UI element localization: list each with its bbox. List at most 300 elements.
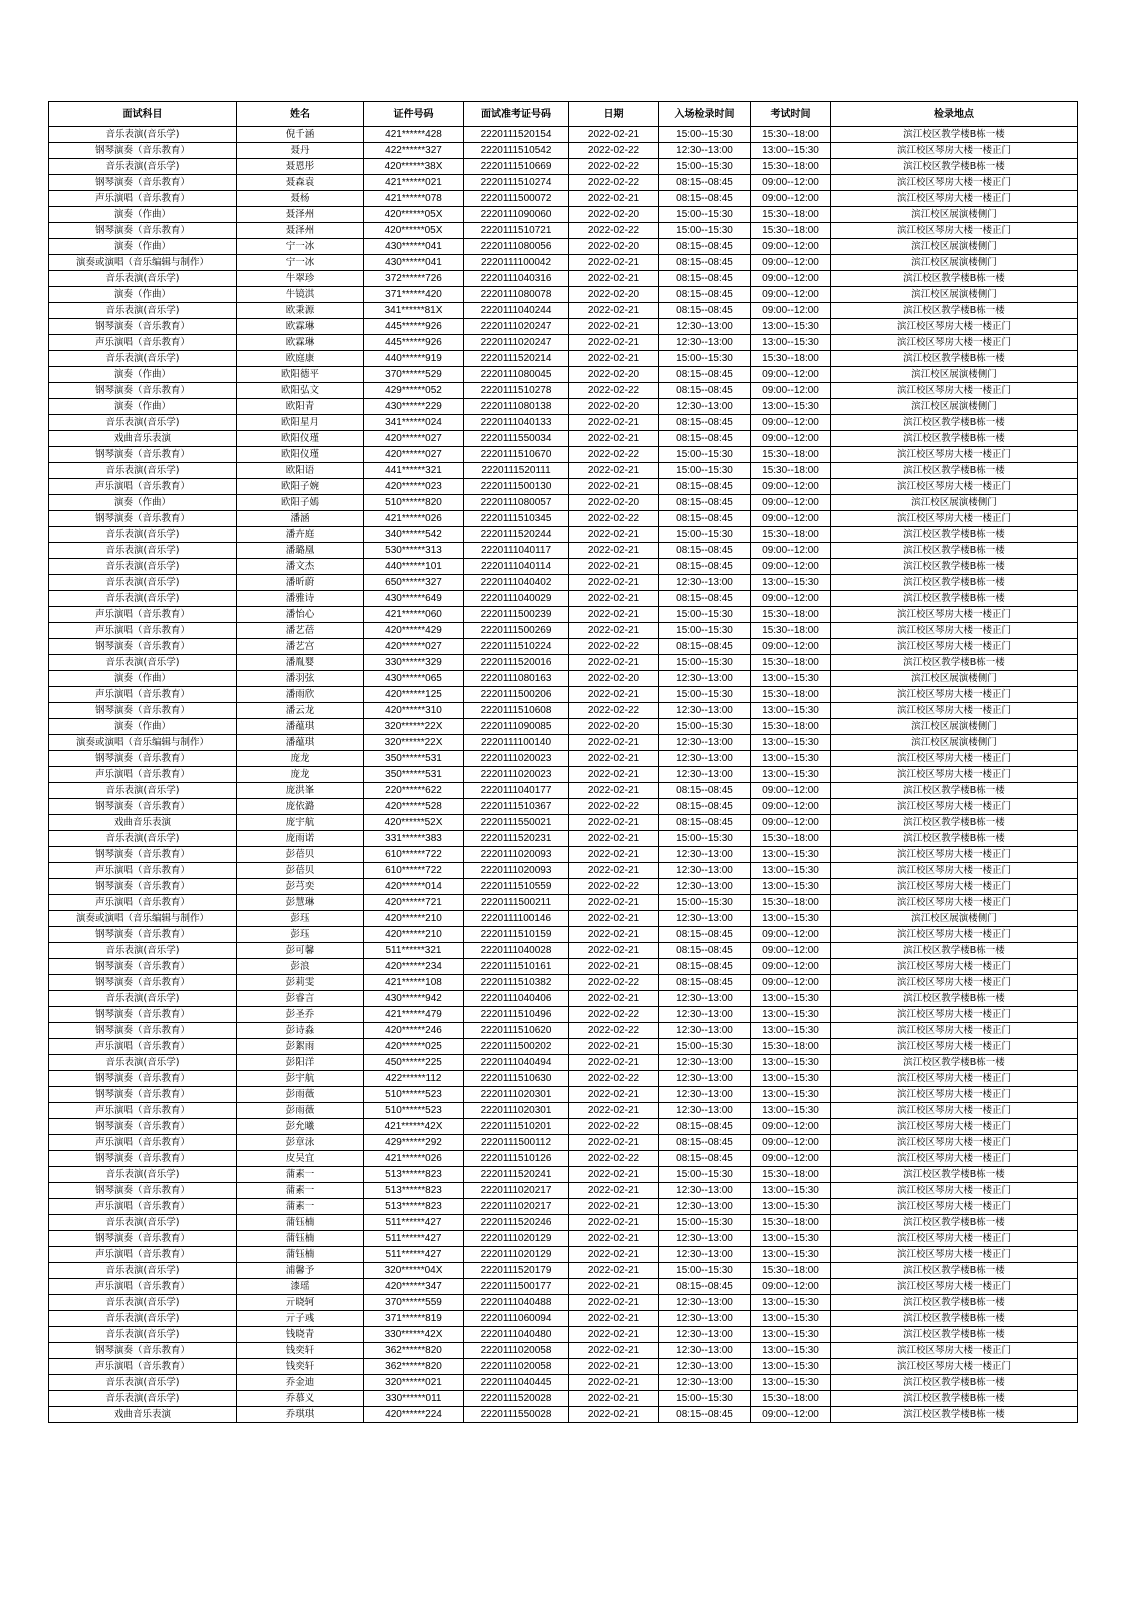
- table-row: [49, 1183, 1078, 1199]
- cell-date: 2022-02-21: [569, 191, 659, 207]
- cell-admission-number: 2220111510345: [464, 511, 569, 527]
- cell-name: 宁一冰: [237, 255, 364, 271]
- cell-name: 欧阳星月: [237, 415, 364, 431]
- cell-location: 滨江校区琴房大楼一楼正门: [831, 1039, 1078, 1055]
- cell-exam-time: 13:00--15:30: [751, 847, 831, 863]
- cell-name: 欧秉源: [237, 303, 364, 319]
- cell-date: 2022-02-21: [569, 351, 659, 367]
- cell-checkin-time: 12:30--13:00: [659, 1087, 751, 1103]
- table-row: [49, 1023, 1078, 1039]
- cell-admission-number: 2220111080163: [464, 671, 569, 687]
- cell-exam-time: 13:00--15:30: [751, 1055, 831, 1071]
- cell-exam-time: 09:00--12:00: [751, 287, 831, 303]
- cell-location: 滨江校区展演楼侧门: [831, 399, 1078, 415]
- cell-location: 滨江校区琴房大楼一楼正门: [831, 847, 1078, 863]
- cell-id-number: 441******321: [364, 463, 464, 479]
- cell-checkin-time: 08:15--08:45: [659, 271, 751, 287]
- cell-location: 滨江校区展演楼侧门: [831, 671, 1078, 687]
- cell-location: 滨江校区琴房大楼一楼正门: [831, 975, 1078, 991]
- cell-checkin-time: 15:00--15:30: [659, 1039, 751, 1055]
- cell-id-number: 513******823: [364, 1167, 464, 1183]
- cell-checkin-time: 12:30--13:00: [659, 1055, 751, 1071]
- cell-subject: 音乐表演(音乐学): [49, 303, 237, 319]
- cell-id-number: 511******427: [364, 1215, 464, 1231]
- cell-date: 2022-02-22: [569, 639, 659, 655]
- cell-name: 聂丹: [237, 143, 364, 159]
- cell-checkin-time: 15:00--15:30: [659, 623, 751, 639]
- column-header-checkin-time: 入场检录时间: [659, 102, 751, 127]
- cell-date: 2022-02-21: [569, 607, 659, 623]
- cell-subject: 钢琴演奏（音乐教育）: [49, 1343, 237, 1359]
- cell-id-number: 510******523: [364, 1087, 464, 1103]
- cell-location: 滨江校区教学楼B栋一楼: [831, 655, 1078, 671]
- cell-checkin-time: 08:15--08:45: [659, 367, 751, 383]
- cell-date: 2022-02-21: [569, 767, 659, 783]
- cell-exam-time: 13:00--15:30: [751, 911, 831, 927]
- cell-name: 欧阳子婉: [237, 479, 364, 495]
- cell-name: 欧庭康: [237, 351, 364, 367]
- cell-id-number: 421******078: [364, 191, 464, 207]
- cell-date: 2022-02-21: [569, 1167, 659, 1183]
- table-row: [49, 303, 1078, 319]
- cell-location: 滨江校区琴房大楼一楼正门: [831, 687, 1078, 703]
- cell-location: 滨江校区琴房大楼一楼正门: [831, 1135, 1078, 1151]
- cell-checkin-time: 15:00--15:30: [659, 1391, 751, 1407]
- cell-date: 2022-02-21: [569, 479, 659, 495]
- cell-subject: 钢琴演奏（音乐教育）: [49, 383, 237, 399]
- cell-location: 滨江校区教学楼B栋一楼: [831, 1295, 1078, 1311]
- cell-id-number: 422******112: [364, 1071, 464, 1087]
- table-row: [49, 399, 1078, 415]
- cell-admission-number: 2220111500206: [464, 687, 569, 703]
- cell-checkin-time: 12:30--13:00: [659, 991, 751, 1007]
- cell-admission-number: 2220111020217: [464, 1199, 569, 1215]
- cell-subject: 音乐表演(音乐学): [49, 543, 237, 559]
- cell-date: 2022-02-21: [569, 1343, 659, 1359]
- cell-checkin-time: 12:30--13:00: [659, 1183, 751, 1199]
- table-row: [49, 1263, 1078, 1279]
- cell-checkin-time: 08:15--08:45: [659, 431, 751, 447]
- cell-admission-number: 2220111040402: [464, 575, 569, 591]
- cell-date: 2022-02-22: [569, 1151, 659, 1167]
- cell-checkin-time: 12:30--13:00: [659, 1359, 751, 1375]
- cell-exam-time: 13:00--15:30: [751, 751, 831, 767]
- cell-checkin-time: 12:30--13:00: [659, 1103, 751, 1119]
- table-row: [49, 1311, 1078, 1327]
- cell-id-number: 421******026: [364, 1151, 464, 1167]
- cell-admission-number: 2220111040114: [464, 559, 569, 575]
- cell-date: 2022-02-21: [569, 783, 659, 799]
- cell-admission-number: 2220111100140: [464, 735, 569, 751]
- cell-admission-number: 2220111510126: [464, 1151, 569, 1167]
- table-row: [49, 703, 1078, 719]
- cell-id-number: 430******041: [364, 239, 464, 255]
- cell-name: 聂恩彤: [237, 159, 364, 175]
- cell-location: 滨江校区琴房大楼一楼正门: [831, 143, 1078, 159]
- cell-subject: 声乐演唱（音乐教育）: [49, 1103, 237, 1119]
- cell-admission-number: 2220111040445: [464, 1375, 569, 1391]
- cell-subject: 音乐表演(音乐学): [49, 1391, 237, 1407]
- cell-date: 2022-02-21: [569, 1279, 659, 1295]
- cell-checkin-time: 08:15--08:45: [659, 287, 751, 303]
- table-row: [49, 1087, 1078, 1103]
- cell-location: 滨江校区教学楼B栋一楼: [831, 831, 1078, 847]
- cell-admission-number: 2220111510670: [464, 447, 569, 463]
- table-row: [49, 351, 1078, 367]
- cell-subject: 音乐表演(音乐学): [49, 591, 237, 607]
- cell-checkin-time: 08:15--08:45: [659, 479, 751, 495]
- cell-date: 2022-02-21: [569, 687, 659, 703]
- cell-subject: 钢琴演奏（音乐教育）: [49, 143, 237, 159]
- cell-subject: 音乐表演(音乐学): [49, 527, 237, 543]
- cell-exam-time: 15:30--18:00: [751, 127, 831, 143]
- cell-name: 皮吴宜: [237, 1151, 364, 1167]
- cell-subject: 音乐表演(音乐学): [49, 1167, 237, 1183]
- cell-exam-time: 13:00--15:30: [751, 1071, 831, 1087]
- table-row: [49, 911, 1078, 927]
- cell-date: 2022-02-22: [569, 175, 659, 191]
- cell-name: 潘涵: [237, 511, 364, 527]
- cell-id-number: 371******819: [364, 1311, 464, 1327]
- cell-date: 2022-02-20: [569, 287, 659, 303]
- cell-id-number: 372******726: [364, 271, 464, 287]
- cell-date: 2022-02-21: [569, 527, 659, 543]
- cell-name: 彭诗淼: [237, 1023, 364, 1039]
- table-row: [49, 143, 1078, 159]
- table-row: [49, 895, 1078, 911]
- cell-date: 2022-02-20: [569, 239, 659, 255]
- cell-name: 欧阳青: [237, 399, 364, 415]
- cell-location: 滨江校区琴房大楼一楼正门: [831, 1247, 1078, 1263]
- table-row: [49, 1199, 1078, 1215]
- cell-admission-number: 2220111020058: [464, 1359, 569, 1375]
- cell-checkin-time: 08:15--08:45: [659, 591, 751, 607]
- cell-exam-time: 09:00--12:00: [751, 415, 831, 431]
- table-row: [49, 239, 1078, 255]
- cell-date: 2022-02-21: [569, 943, 659, 959]
- cell-exam-time: 13:00--15:30: [751, 319, 831, 335]
- cell-admission-number: 2220111090085: [464, 719, 569, 735]
- cell-admission-number: 2220111080056: [464, 239, 569, 255]
- cell-subject: 演奏（作曲）: [49, 399, 237, 415]
- cell-id-number: 420******52X: [364, 815, 464, 831]
- cell-checkin-time: 08:15--08:45: [659, 1119, 751, 1135]
- cell-exam-time: 09:00--12:00: [751, 175, 831, 191]
- cell-admission-number: 2220111500202: [464, 1039, 569, 1055]
- cell-location: 滨江校区琴房大楼一楼正门: [831, 879, 1078, 895]
- cell-checkin-time: 08:15--08:45: [659, 799, 751, 815]
- cell-exam-time: 13:00--15:30: [751, 1023, 831, 1039]
- cell-checkin-time: 12:30--13:00: [659, 703, 751, 719]
- cell-id-number: 341******81X: [364, 303, 464, 319]
- table-row: [49, 367, 1078, 383]
- cell-exam-time: 13:00--15:30: [751, 1103, 831, 1119]
- cell-subject: 声乐演唱（音乐教育）: [49, 623, 237, 639]
- cell-subject: 声乐演唱（音乐教育）: [49, 335, 237, 351]
- cell-admission-number: 2220111040488: [464, 1295, 569, 1311]
- cell-checkin-time: 15:00--15:30: [659, 1215, 751, 1231]
- cell-date: 2022-02-22: [569, 143, 659, 159]
- table-row: [49, 447, 1078, 463]
- cell-checkin-time: 15:00--15:30: [659, 223, 751, 239]
- cell-date: 2022-02-21: [569, 655, 659, 671]
- cell-date: 2022-02-21: [569, 1055, 659, 1071]
- cell-location: 滨江校区展演楼侧门: [831, 207, 1078, 223]
- cell-exam-time: 15:30--18:00: [751, 895, 831, 911]
- table-row: [49, 735, 1078, 751]
- cell-id-number: 420******05X: [364, 223, 464, 239]
- table-row: [49, 959, 1078, 975]
- cell-subject: 音乐表演(音乐学): [49, 1215, 237, 1231]
- cell-date: 2022-02-20: [569, 367, 659, 383]
- cell-subject: 声乐演唱（音乐教育）: [49, 1359, 237, 1375]
- cell-name: 聂森袁: [237, 175, 364, 191]
- cell-id-number: 422******327: [364, 143, 464, 159]
- cell-exam-time: 09:00--12:00: [751, 799, 831, 815]
- cell-name: 庞宇航: [237, 815, 364, 831]
- cell-admission-number: 2220111520028: [464, 1391, 569, 1407]
- cell-location: 滨江校区教学楼B栋一楼: [831, 351, 1078, 367]
- cell-subject: 演奏或演唱（音乐编辑与制作）: [49, 735, 237, 751]
- cell-checkin-time: 15:00--15:30: [659, 463, 751, 479]
- cell-subject: 音乐表演(音乐学): [49, 351, 237, 367]
- cell-admission-number: 2220111040244: [464, 303, 569, 319]
- cell-admission-number: 2220111020023: [464, 751, 569, 767]
- cell-name: 潘胤婴: [237, 655, 364, 671]
- cell-admission-number: 2220111510278: [464, 383, 569, 399]
- cell-location: 滨江校区琴房大楼一楼正门: [831, 1183, 1078, 1199]
- cell-admission-number: 2220111020093: [464, 863, 569, 879]
- cell-date: 2022-02-21: [569, 1231, 659, 1247]
- cell-location: 滨江校区琴房大楼一楼正门: [831, 1119, 1078, 1135]
- cell-admission-number: 2220111520246: [464, 1215, 569, 1231]
- cell-date: 2022-02-21: [569, 991, 659, 1007]
- cell-name: 欧阳德平: [237, 367, 364, 383]
- cell-exam-time: 09:00--12:00: [751, 495, 831, 511]
- column-header-name: 姓名: [237, 102, 364, 127]
- table-row: [49, 1151, 1078, 1167]
- cell-subject: 钢琴演奏（音乐教育）: [49, 1151, 237, 1167]
- cell-location: 滨江校区教学楼B栋一楼: [831, 943, 1078, 959]
- cell-name: 潘怡心: [237, 607, 364, 623]
- table-row: [49, 1407, 1078, 1423]
- cell-name: 彭珏: [237, 927, 364, 943]
- cell-date: 2022-02-21: [569, 1407, 659, 1423]
- table-row: [49, 1215, 1078, 1231]
- cell-date: 2022-02-21: [569, 335, 659, 351]
- cell-name: 蒲钰楠: [237, 1231, 364, 1247]
- table-row: [49, 159, 1078, 175]
- cell-location: 滨江校区展演楼侧门: [831, 911, 1078, 927]
- cell-subject: 钢琴演奏（音乐教育）: [49, 1007, 237, 1023]
- cell-admission-number: 2220111040028: [464, 943, 569, 959]
- cell-name: 潘羽弦: [237, 671, 364, 687]
- cell-exam-time: 09:00--12:00: [751, 639, 831, 655]
- cell-checkin-time: 12:30--13:00: [659, 1023, 751, 1039]
- cell-admission-number: 2220111550028: [464, 1407, 569, 1423]
- cell-exam-time: 13:00--15:30: [751, 399, 831, 415]
- cell-date: 2022-02-21: [569, 1039, 659, 1055]
- cell-date: 2022-02-21: [569, 831, 659, 847]
- cell-exam-time: 09:00--12:00: [751, 943, 831, 959]
- cell-exam-time: 09:00--12:00: [751, 431, 831, 447]
- cell-date: 2022-02-22: [569, 511, 659, 527]
- cell-id-number: 513******823: [364, 1183, 464, 1199]
- cell-name: 漆瑶: [237, 1279, 364, 1295]
- cell-name: 钱晓青: [237, 1327, 364, 1343]
- cell-date: 2022-02-21: [569, 1311, 659, 1327]
- cell-location: 滨江校区教学楼B栋一楼: [831, 543, 1078, 559]
- cell-date: 2022-02-21: [569, 959, 659, 975]
- cell-date: 2022-02-20: [569, 671, 659, 687]
- cell-date: 2022-02-21: [569, 255, 659, 271]
- cell-exam-time: 09:00--12:00: [751, 511, 831, 527]
- cell-id-number: 420******234: [364, 959, 464, 975]
- cell-date: 2022-02-21: [569, 575, 659, 591]
- cell-subject: 钢琴演奏（音乐教育）: [49, 1087, 237, 1103]
- table-row: [49, 767, 1078, 783]
- cell-checkin-time: 08:15--08:45: [659, 239, 751, 255]
- cell-id-number: 440******919: [364, 351, 464, 367]
- cell-name: 蒲钰楠: [237, 1247, 364, 1263]
- cell-checkin-time: 08:15--08:45: [659, 639, 751, 655]
- cell-exam-time: 09:00--12:00: [751, 303, 831, 319]
- cell-location: 滨江校区琴房大楼一楼正门: [831, 799, 1078, 815]
- cell-subject: 音乐表演(音乐学): [49, 271, 237, 287]
- cell-exam-time: 09:00--12:00: [751, 383, 831, 399]
- cell-name: 潘艺宫: [237, 639, 364, 655]
- cell-date: 2022-02-21: [569, 127, 659, 143]
- cell-exam-time: 09:00--12:00: [751, 367, 831, 383]
- cell-location: 滨江校区展演楼侧门: [831, 719, 1078, 735]
- cell-date: 2022-02-21: [569, 847, 659, 863]
- cell-exam-time: 13:00--15:30: [751, 1087, 831, 1103]
- table-row: [49, 575, 1078, 591]
- cell-date: 2022-02-22: [569, 1071, 659, 1087]
- cell-date: 2022-02-22: [569, 879, 659, 895]
- cell-subject: 钢琴演奏（音乐教育）: [49, 847, 237, 863]
- cell-exam-time: 09:00--12:00: [751, 815, 831, 831]
- cell-admission-number: 2220111040494: [464, 1055, 569, 1071]
- cell-location: 滨江校区展演楼侧门: [831, 495, 1078, 511]
- cell-name: 潘卉庭: [237, 527, 364, 543]
- cell-date: 2022-02-22: [569, 223, 659, 239]
- cell-id-number: 330******011: [364, 1391, 464, 1407]
- cell-exam-time: 13:00--15:30: [751, 879, 831, 895]
- cell-location: 滨江校区教学楼B栋一楼: [831, 527, 1078, 543]
- cell-location: 滨江校区教学楼B栋一楼: [831, 303, 1078, 319]
- cell-date: 2022-02-21: [569, 543, 659, 559]
- cell-name: 潘昕蔚: [237, 575, 364, 591]
- cell-subject: 钢琴演奏（音乐教育）: [49, 879, 237, 895]
- cell-location: 滨江校区教学楼B栋一楼: [831, 1375, 1078, 1391]
- cell-exam-time: 13:00--15:30: [751, 1327, 831, 1343]
- cell-location: 滨江校区琴房大楼一楼正门: [831, 1343, 1078, 1359]
- table-row: [49, 943, 1078, 959]
- cell-id-number: 610******722: [364, 863, 464, 879]
- cell-admission-number: 2220111040177: [464, 783, 569, 799]
- table-row: [49, 319, 1078, 335]
- cell-subject: 音乐表演(音乐学): [49, 831, 237, 847]
- cell-date: 2022-02-22: [569, 383, 659, 399]
- cell-exam-time: 15:30--18:00: [751, 1039, 831, 1055]
- cell-checkin-time: 08:15--08:45: [659, 783, 751, 799]
- cell-location: 滨江校区教学楼B栋一楼: [831, 1055, 1078, 1071]
- cell-checkin-time: 08:15--08:45: [659, 1279, 751, 1295]
- cell-id-number: 420******528: [364, 799, 464, 815]
- cell-admission-number: 2220111020129: [464, 1231, 569, 1247]
- cell-name: 潘云龙: [237, 703, 364, 719]
- cell-date: 2022-02-21: [569, 1199, 659, 1215]
- table-row: [49, 1295, 1078, 1311]
- cell-id-number: 430******649: [364, 591, 464, 607]
- cell-checkin-time: 08:15--08:45: [659, 511, 751, 527]
- cell-name: 彭莉雯: [237, 975, 364, 991]
- cell-id-number: 420******210: [364, 927, 464, 943]
- cell-location: 滨江校区教学楼B栋一楼: [831, 431, 1078, 447]
- cell-admission-number: 2220111500112: [464, 1135, 569, 1151]
- cell-date: 2022-02-21: [569, 1087, 659, 1103]
- cell-subject: 声乐演唱（音乐教育）: [49, 687, 237, 703]
- cell-subject: 声乐演唱（音乐教育）: [49, 191, 237, 207]
- cell-id-number: 430******041: [364, 255, 464, 271]
- cell-id-number: 220******622: [364, 783, 464, 799]
- cell-admission-number: 2220111520214: [464, 351, 569, 367]
- cell-exam-time: 15:30--18:00: [751, 447, 831, 463]
- cell-admission-number: 2220111520111: [464, 463, 569, 479]
- cell-checkin-time: 08:15--08:45: [659, 175, 751, 191]
- cell-exam-time: 15:30--18:00: [751, 463, 831, 479]
- cell-date: 2022-02-21: [569, 591, 659, 607]
- cell-id-number: 350******531: [364, 751, 464, 767]
- cell-name: 庞龙: [237, 767, 364, 783]
- cell-location: 滨江校区教学楼B栋一楼: [831, 415, 1078, 431]
- cell-checkin-time: 08:15--08:45: [659, 543, 751, 559]
- cell-exam-time: 09:00--12:00: [751, 927, 831, 943]
- cell-location: 滨江校区教学楼B栋一楼: [831, 1327, 1078, 1343]
- cell-name: 亓子彧: [237, 1311, 364, 1327]
- cell-subject: 音乐表演(音乐学): [49, 1295, 237, 1311]
- cell-exam-time: 13:00--15:30: [751, 671, 831, 687]
- table-row: [49, 655, 1078, 671]
- table-row: [49, 991, 1078, 1007]
- cell-checkin-time: 15:00--15:30: [659, 655, 751, 671]
- cell-subject: 钢琴演奏（音乐教育）: [49, 927, 237, 943]
- cell-location: 滨江校区教学楼B栋一楼: [831, 815, 1078, 831]
- cell-id-number: 421******060: [364, 607, 464, 623]
- cell-id-number: 420******224: [364, 1407, 464, 1423]
- interview-schedule-table: [48, 101, 1078, 1423]
- cell-admission-number: 2220111080078: [464, 287, 569, 303]
- table-row: [49, 783, 1078, 799]
- table-row: [49, 863, 1078, 879]
- cell-date: 2022-02-21: [569, 863, 659, 879]
- cell-admission-number: 2220111510161: [464, 959, 569, 975]
- cell-name: 蒲素一: [237, 1183, 364, 1199]
- cell-id-number: 421******026: [364, 511, 464, 527]
- cell-id-number: 530******313: [364, 543, 464, 559]
- cell-id-number: 421******42X: [364, 1119, 464, 1135]
- table-row: [49, 223, 1078, 239]
- cell-location: 滨江校区琴房大楼一楼正门: [831, 959, 1078, 975]
- cell-checkin-time: 12:30--13:00: [659, 575, 751, 591]
- cell-subject: 音乐表演(音乐学): [49, 415, 237, 431]
- cell-name: 彭浪: [237, 959, 364, 975]
- cell-date: 2022-02-22: [569, 703, 659, 719]
- cell-admission-number: 2220111040133: [464, 415, 569, 431]
- cell-id-number: 420******310: [364, 703, 464, 719]
- cell-date: 2022-02-20: [569, 719, 659, 735]
